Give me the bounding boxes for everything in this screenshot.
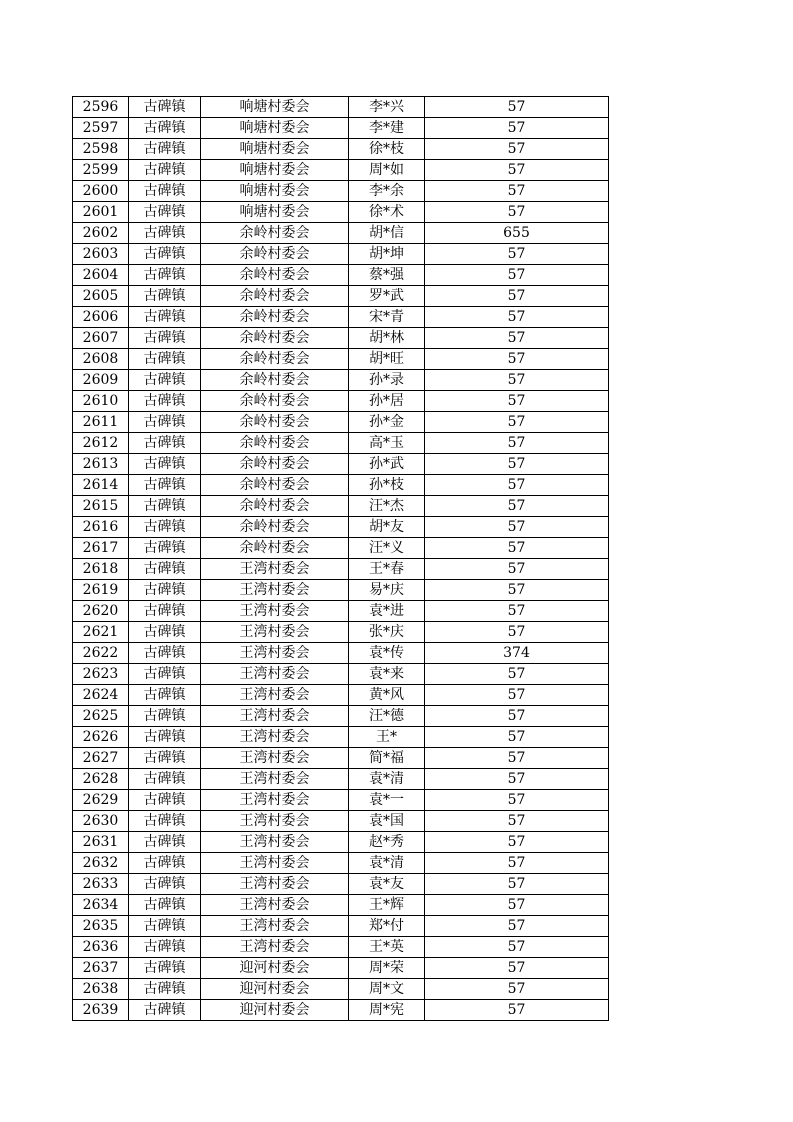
- row-number-cell: 2621: [73, 622, 129, 643]
- village-committee-cell: 响塘村委会: [201, 97, 349, 118]
- village-committee-cell: 响塘村委会: [201, 118, 349, 139]
- amount-cell: 57: [425, 538, 609, 559]
- name-cell: 周*文: [349, 979, 425, 1000]
- row-number-cell: 2622: [73, 643, 129, 664]
- town-cell: 古碑镇: [129, 790, 201, 811]
- town-cell: 古碑镇: [129, 727, 201, 748]
- table-row: [73, 706, 609, 727]
- table-row: [73, 979, 609, 1000]
- name-cell: 李*余: [349, 181, 425, 202]
- amount-cell: 57: [425, 475, 609, 496]
- amount-cell: 57: [425, 790, 609, 811]
- village-committee-cell: 王湾村委会: [201, 853, 349, 874]
- table-row: [73, 622, 609, 643]
- town-cell: 古碑镇: [129, 685, 201, 706]
- amount-cell: 57: [425, 202, 609, 223]
- name-cell: 袁*来: [349, 664, 425, 685]
- amount-cell: 57: [425, 286, 609, 307]
- name-cell: 徐*术: [349, 202, 425, 223]
- amount-cell: 57: [425, 307, 609, 328]
- name-cell: 袁*一: [349, 790, 425, 811]
- town-cell: 古碑镇: [129, 811, 201, 832]
- town-cell: 古碑镇: [129, 769, 201, 790]
- town-cell: 古碑镇: [129, 601, 201, 622]
- town-cell: 古碑镇: [129, 832, 201, 853]
- table-row: [73, 349, 609, 370]
- town-cell: 古碑镇: [129, 391, 201, 412]
- village-committee-cell: 王湾村委会: [201, 643, 349, 664]
- amount-cell: 57: [425, 706, 609, 727]
- town-cell: 古碑镇: [129, 958, 201, 979]
- name-cell: 胡*坤: [349, 244, 425, 265]
- amount-cell: 57: [425, 937, 609, 958]
- row-number-cell: 2604: [73, 265, 129, 286]
- amount-cell: 655: [425, 223, 609, 244]
- town-cell: 古碑镇: [129, 664, 201, 685]
- row-number-cell: 2631: [73, 832, 129, 853]
- row-number-cell: 2639: [73, 1000, 129, 1021]
- table-row: [73, 307, 609, 328]
- name-cell: 赵*秀: [349, 832, 425, 853]
- table-row: [73, 139, 609, 160]
- table-body: [73, 97, 609, 1021]
- row-number-cell: 2618: [73, 559, 129, 580]
- row-number-cell: 2612: [73, 433, 129, 454]
- row-number-cell: 2606: [73, 307, 129, 328]
- table-row: [73, 181, 609, 202]
- town-cell: 古碑镇: [129, 580, 201, 601]
- table-row: [73, 475, 609, 496]
- table-row: [73, 685, 609, 706]
- table-row: [73, 517, 609, 538]
- name-cell: 胡*信: [349, 223, 425, 244]
- table-row: [73, 412, 609, 433]
- row-number-cell: 2610: [73, 391, 129, 412]
- table-row: [73, 601, 609, 622]
- town-cell: 古碑镇: [129, 307, 201, 328]
- name-cell: 袁*进: [349, 601, 425, 622]
- town-cell: 古碑镇: [129, 853, 201, 874]
- amount-cell: 57: [425, 517, 609, 538]
- town-cell: 古碑镇: [129, 475, 201, 496]
- table-row: [73, 118, 609, 139]
- amount-cell: 57: [425, 874, 609, 895]
- amount-cell: 57: [425, 412, 609, 433]
- village-committee-cell: 迎河村委会: [201, 958, 349, 979]
- village-committee-cell: 王湾村委会: [201, 664, 349, 685]
- name-cell: 张*庆: [349, 622, 425, 643]
- row-number-cell: 2598: [73, 139, 129, 160]
- table-row: [73, 790, 609, 811]
- village-committee-cell: 王湾村委会: [201, 706, 349, 727]
- name-cell: 袁*国: [349, 811, 425, 832]
- name-cell: 王*英: [349, 937, 425, 958]
- row-number-cell: 2628: [73, 769, 129, 790]
- row-number-cell: 2636: [73, 937, 129, 958]
- name-cell: 周*荣: [349, 958, 425, 979]
- amount-cell: 57: [425, 328, 609, 349]
- table-row: [73, 160, 609, 181]
- table-row: [73, 769, 609, 790]
- name-cell: 孙*武: [349, 454, 425, 475]
- town-cell: 古碑镇: [129, 538, 201, 559]
- village-committee-cell: 余岭村委会: [201, 454, 349, 475]
- row-number-cell: 2605: [73, 286, 129, 307]
- amount-cell: 57: [425, 580, 609, 601]
- table-row: [73, 433, 609, 454]
- amount-cell: 57: [425, 349, 609, 370]
- table-row: [73, 811, 609, 832]
- town-cell: 古碑镇: [129, 937, 201, 958]
- village-committee-cell: 响塘村委会: [201, 181, 349, 202]
- village-committee-cell: 王湾村委会: [201, 622, 349, 643]
- amount-cell: 57: [425, 601, 609, 622]
- row-number-cell: 2625: [73, 706, 129, 727]
- amount-cell: 57: [425, 832, 609, 853]
- row-number-cell: 2633: [73, 874, 129, 895]
- name-cell: 郑*付: [349, 916, 425, 937]
- amount-cell: 57: [425, 664, 609, 685]
- name-cell: 袁*清: [349, 769, 425, 790]
- table-row: [73, 97, 609, 118]
- name-cell: 孙*居: [349, 391, 425, 412]
- town-cell: 古碑镇: [129, 433, 201, 454]
- amount-cell: 57: [425, 622, 609, 643]
- name-cell: 王*: [349, 727, 425, 748]
- table-row: [73, 727, 609, 748]
- town-cell: 古碑镇: [129, 97, 201, 118]
- row-number-cell: 2608: [73, 349, 129, 370]
- town-cell: 古碑镇: [129, 979, 201, 1000]
- row-number-cell: 2616: [73, 517, 129, 538]
- row-number-cell: 2607: [73, 328, 129, 349]
- row-number-cell: 2637: [73, 958, 129, 979]
- amount-cell: 57: [425, 853, 609, 874]
- town-cell: 古碑镇: [129, 118, 201, 139]
- village-committee-cell: 王湾村委会: [201, 769, 349, 790]
- row-number-cell: 2600: [73, 181, 129, 202]
- town-cell: 古碑镇: [129, 286, 201, 307]
- name-cell: 王*春: [349, 559, 425, 580]
- table-row: [73, 559, 609, 580]
- town-cell: 古碑镇: [129, 559, 201, 580]
- row-number-cell: 2630: [73, 811, 129, 832]
- name-cell: 宋*青: [349, 307, 425, 328]
- name-cell: 周*宪: [349, 1000, 425, 1021]
- row-number-cell: 2638: [73, 979, 129, 1000]
- table-row: [73, 937, 609, 958]
- village-committee-cell: 余岭村委会: [201, 223, 349, 244]
- name-cell: 简*福: [349, 748, 425, 769]
- name-cell: 黄*风: [349, 685, 425, 706]
- amount-cell: 57: [425, 979, 609, 1000]
- town-cell: 古碑镇: [129, 706, 201, 727]
- table-row: [73, 286, 609, 307]
- town-cell: 古碑镇: [129, 328, 201, 349]
- town-cell: 古碑镇: [129, 622, 201, 643]
- town-cell: 古碑镇: [129, 517, 201, 538]
- village-committee-cell: 余岭村委会: [201, 391, 349, 412]
- amount-cell: 57: [425, 97, 609, 118]
- amount-cell: 57: [425, 958, 609, 979]
- town-cell: 古碑镇: [129, 223, 201, 244]
- town-cell: 古碑镇: [129, 160, 201, 181]
- village-committee-cell: 王湾村委会: [201, 559, 349, 580]
- name-cell: 罗*武: [349, 286, 425, 307]
- table-row: [73, 265, 609, 286]
- row-number-cell: 2619: [73, 580, 129, 601]
- name-cell: 周*如: [349, 160, 425, 181]
- row-number-cell: 2617: [73, 538, 129, 559]
- name-cell: 李*兴: [349, 97, 425, 118]
- row-number-cell: 2626: [73, 727, 129, 748]
- village-committee-cell: 王湾村委会: [201, 937, 349, 958]
- row-number-cell: 2632: [73, 853, 129, 874]
- row-number-cell: 2620: [73, 601, 129, 622]
- table-row: [73, 580, 609, 601]
- amount-cell: 57: [425, 769, 609, 790]
- row-number-cell: 2627: [73, 748, 129, 769]
- row-number-cell: 2599: [73, 160, 129, 181]
- table-row: [73, 853, 609, 874]
- amount-cell: 57: [425, 391, 609, 412]
- name-cell: 王*辉: [349, 895, 425, 916]
- amount-cell: 57: [425, 370, 609, 391]
- village-committee-cell: 余岭村委会: [201, 307, 349, 328]
- row-number-cell: 2624: [73, 685, 129, 706]
- village-committee-cell: 王湾村委会: [201, 685, 349, 706]
- amount-cell: 57: [425, 685, 609, 706]
- village-committee-cell: 王湾村委会: [201, 790, 349, 811]
- village-committee-cell: 余岭村委会: [201, 496, 349, 517]
- row-number-cell: 2635: [73, 916, 129, 937]
- name-cell: 徐*枝: [349, 139, 425, 160]
- town-cell: 古碑镇: [129, 748, 201, 769]
- row-number-cell: 2623: [73, 664, 129, 685]
- table-row: [73, 244, 609, 265]
- name-cell: 孙*金: [349, 412, 425, 433]
- table-row: [73, 958, 609, 979]
- town-cell: 古碑镇: [129, 454, 201, 475]
- village-committee-cell: 余岭村委会: [201, 538, 349, 559]
- row-number-cell: 2603: [73, 244, 129, 265]
- town-cell: 古碑镇: [129, 370, 201, 391]
- town-cell: 古碑镇: [129, 874, 201, 895]
- village-committee-cell: 余岭村委会: [201, 244, 349, 265]
- town-cell: 古碑镇: [129, 412, 201, 433]
- village-committee-cell: 余岭村委会: [201, 328, 349, 349]
- name-cell: 蔡*强: [349, 265, 425, 286]
- name-cell: 袁*清: [349, 853, 425, 874]
- name-cell: 易*庆: [349, 580, 425, 601]
- village-committee-cell: 余岭村委会: [201, 517, 349, 538]
- village-committee-cell: 王湾村委会: [201, 811, 349, 832]
- amount-cell: 57: [425, 139, 609, 160]
- row-number-cell: 2614: [73, 475, 129, 496]
- village-committee-cell: 余岭村委会: [201, 433, 349, 454]
- table-row: [73, 874, 609, 895]
- name-cell: 李*建: [349, 118, 425, 139]
- row-number-cell: 2629: [73, 790, 129, 811]
- village-committee-cell: 余岭村委会: [201, 286, 349, 307]
- village-committee-cell: 余岭村委会: [201, 370, 349, 391]
- amount-cell: 57: [425, 1000, 609, 1021]
- village-committee-cell: 迎河村委会: [201, 1000, 349, 1021]
- amount-cell: 57: [425, 454, 609, 475]
- village-committee-cell: 响塘村委会: [201, 139, 349, 160]
- name-cell: 袁*友: [349, 874, 425, 895]
- table-row: [73, 916, 609, 937]
- row-number-cell: 2609: [73, 370, 129, 391]
- village-committee-cell: 迎河村委会: [201, 979, 349, 1000]
- village-committee-cell: 王湾村委会: [201, 874, 349, 895]
- town-cell: 古碑镇: [129, 895, 201, 916]
- amount-cell: 57: [425, 181, 609, 202]
- amount-cell: 57: [425, 160, 609, 181]
- row-number-cell: 2601: [73, 202, 129, 223]
- table-row: [73, 454, 609, 475]
- row-number-cell: 2597: [73, 118, 129, 139]
- name-cell: 袁*传: [349, 643, 425, 664]
- table-row: [73, 832, 609, 853]
- table-row: [73, 328, 609, 349]
- village-committee-cell: 王湾村委会: [201, 832, 349, 853]
- row-number-cell: 2602: [73, 223, 129, 244]
- village-committee-cell: 余岭村委会: [201, 475, 349, 496]
- town-cell: 古碑镇: [129, 181, 201, 202]
- amount-cell: 57: [425, 496, 609, 517]
- table-row: [73, 223, 609, 244]
- data-table: [72, 96, 609, 1021]
- amount-cell: 57: [425, 244, 609, 265]
- village-committee-cell: 余岭村委会: [201, 349, 349, 370]
- row-number-cell: 2634: [73, 895, 129, 916]
- table-row: [73, 664, 609, 685]
- name-cell: 汪*义: [349, 538, 425, 559]
- town-cell: 古碑镇: [129, 496, 201, 517]
- town-cell: 古碑镇: [129, 265, 201, 286]
- town-cell: 古碑镇: [129, 349, 201, 370]
- row-number-cell: 2613: [73, 454, 129, 475]
- village-committee-cell: 王湾村委会: [201, 916, 349, 937]
- amount-cell: 57: [425, 727, 609, 748]
- town-cell: 古碑镇: [129, 244, 201, 265]
- town-cell: 古碑镇: [129, 139, 201, 160]
- village-committee-cell: 王湾村委会: [201, 727, 349, 748]
- amount-cell: 57: [425, 118, 609, 139]
- amount-cell: 57: [425, 748, 609, 769]
- table-row: [73, 202, 609, 223]
- row-number-cell: 2615: [73, 496, 129, 517]
- village-committee-cell: 响塘村委会: [201, 160, 349, 181]
- amount-cell: 57: [425, 559, 609, 580]
- village-committee-cell: 王湾村委会: [201, 748, 349, 769]
- table-row: [73, 538, 609, 559]
- amount-cell: 57: [425, 916, 609, 937]
- village-committee-cell: 响塘村委会: [201, 202, 349, 223]
- table-row: [73, 748, 609, 769]
- town-cell: 古碑镇: [129, 916, 201, 937]
- table-row: [73, 391, 609, 412]
- village-committee-cell: 王湾村委会: [201, 580, 349, 601]
- name-cell: 胡*林: [349, 328, 425, 349]
- name-cell: 孙*录: [349, 370, 425, 391]
- amount-cell: 57: [425, 811, 609, 832]
- village-committee-cell: 王湾村委会: [201, 895, 349, 916]
- row-number-cell: 2596: [73, 97, 129, 118]
- row-number-cell: 2611: [73, 412, 129, 433]
- amount-cell: 57: [425, 433, 609, 454]
- amount-cell: 57: [425, 895, 609, 916]
- name-cell: 汪*杰: [349, 496, 425, 517]
- town-cell: 古碑镇: [129, 202, 201, 223]
- town-cell: 古碑镇: [129, 1000, 201, 1021]
- table-row: [73, 643, 609, 664]
- name-cell: 胡*旺: [349, 349, 425, 370]
- name-cell: 孙*枝: [349, 475, 425, 496]
- amount-cell: 57: [425, 265, 609, 286]
- village-committee-cell: 王湾村委会: [201, 601, 349, 622]
- table-row: [73, 1000, 609, 1021]
- name-cell: 高*玉: [349, 433, 425, 454]
- table-row: [73, 370, 609, 391]
- village-committee-cell: 余岭村委会: [201, 412, 349, 433]
- name-cell: 汪*德: [349, 706, 425, 727]
- table-row: [73, 895, 609, 916]
- table-row: [73, 496, 609, 517]
- amount-cell: 374: [425, 643, 609, 664]
- town-cell: 古碑镇: [129, 643, 201, 664]
- name-cell: 胡*友: [349, 517, 425, 538]
- village-committee-cell: 余岭村委会: [201, 265, 349, 286]
